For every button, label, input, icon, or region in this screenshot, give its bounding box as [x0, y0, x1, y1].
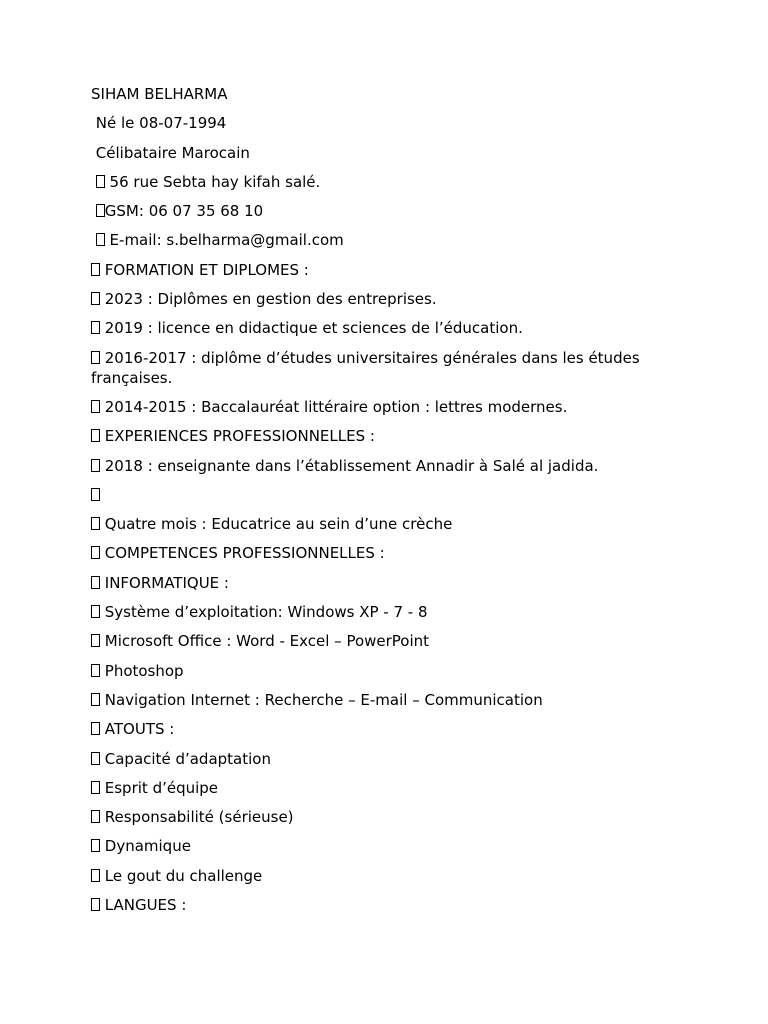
formation-item: [91, 318, 681, 338]
address-text: 56 rue Sebta hay kifah salé.: [104, 172, 321, 191]
heading-text: FORMATION ET DIPLOMES :: [100, 260, 309, 279]
experience-item: [91, 456, 681, 476]
email-line: [91, 230, 681, 250]
email-text: E-mail: s.belharma@gmail.com: [104, 231, 344, 250]
formation-item: [91, 289, 681, 309]
bullet-icon: [91, 722, 100, 735]
atout-item: [91, 866, 681, 886]
formation-item: [91, 397, 681, 417]
bullet-icon: [91, 576, 100, 589]
marital-status: Célibataire Marocain: [91, 143, 250, 162]
item-text: Responsabilité (sérieuse): [100, 808, 294, 827]
bullet-icon: [91, 429, 100, 442]
item-text: 2016-2017 : diplôme d’études universitaires générales dans les études françaises.: [91, 348, 640, 387]
bullet-icon: [91, 459, 100, 472]
heading-text: EXPERIENCES PROFESSIONNELLES :: [100, 427, 375, 446]
atout-item: [91, 778, 681, 798]
bullet-icon: [91, 810, 100, 823]
section-heading-competences: [91, 543, 681, 563]
bullet-icon: [91, 263, 100, 276]
section-heading-atouts: [91, 719, 681, 739]
item-text: Photoshop: [100, 661, 184, 680]
section-heading-experiences: [91, 426, 681, 446]
heading-text: ATOUTS :: [100, 720, 175, 739]
bullet-icon: [91, 488, 100, 501]
phone-text: GSM: 06 07 35 68 10: [104, 202, 264, 221]
bullet-icon: [91, 351, 100, 364]
experience-item-empty: [91, 485, 681, 505]
bullet-icon: [91, 898, 100, 911]
atout-item: [91, 807, 681, 827]
subheading-informatique: [91, 573, 681, 593]
item-text: Navigation Internet : Recherche – E-mail – Communication: [100, 690, 543, 709]
formation-item: [91, 348, 681, 388]
bullet-icon: [91, 869, 100, 882]
item-text: Esprit d’équipe: [100, 778, 219, 797]
home-icon: [96, 175, 105, 188]
item-text: Capacité d’adaptation: [100, 749, 271, 768]
bullet-icon: [91, 605, 100, 618]
atout-item: [91, 836, 681, 856]
item-text: 2023 : Diplômes en gestion des entreprises.: [100, 290, 437, 309]
heading-text: INFORMATIQUE :: [100, 573, 229, 592]
atout-item: [91, 749, 681, 769]
mail-icon: [96, 233, 105, 246]
item-text: Microsoft Office : Word - Excel – PowerPoint: [100, 632, 430, 651]
birth-date: Né le 08-07-1994: [91, 114, 227, 133]
competence-item: [91, 690, 681, 710]
cv-name: SIHAM BELHARMA: [91, 85, 228, 103]
address-line: [91, 172, 681, 192]
bullet-icon: [91, 292, 100, 305]
bullet-icon: [91, 400, 100, 413]
phone-icon: [96, 204, 105, 217]
competence-item: [91, 661, 681, 681]
bullet-icon: [91, 839, 100, 852]
bullet-icon: [91, 634, 100, 647]
section-heading-langues: [91, 895, 681, 915]
cv-body: [91, 84, 681, 924]
competence-item: [91, 602, 681, 622]
bullet-icon: [91, 693, 100, 706]
bullet-icon: [91, 517, 100, 530]
bullet-icon: [91, 781, 100, 794]
competence-item: [91, 631, 681, 651]
section-heading-formation: [91, 260, 681, 280]
item-text: Quatre mois : Educatrice au sein d’une crèche: [100, 515, 453, 534]
bullet-icon: [91, 664, 100, 677]
heading-text: COMPETENCES PROFESSIONNELLES :: [100, 544, 385, 563]
phone-line: [91, 201, 681, 221]
bullet-icon: [91, 752, 100, 765]
item-text: Dynamique: [100, 837, 191, 856]
heading-text: LANGUES :: [100, 896, 187, 915]
experience-item: [91, 514, 681, 534]
item-text: 2014-2015 : Baccalauréat littéraire option : lettres modernes.: [100, 397, 568, 416]
item-text: Système d’exploitation: Windows XP - 7 - 8: [100, 603, 428, 622]
bullet-icon: [91, 321, 100, 334]
item-text: 2019 : licence en didactique et sciences de l’éducation.: [100, 319, 523, 338]
item-text: 2018 : enseignante dans l’établissement Annadir à Salé al jadida.: [100, 456, 599, 475]
bullet-icon: [91, 546, 100, 559]
item-text: Le gout du challenge: [100, 866, 263, 885]
